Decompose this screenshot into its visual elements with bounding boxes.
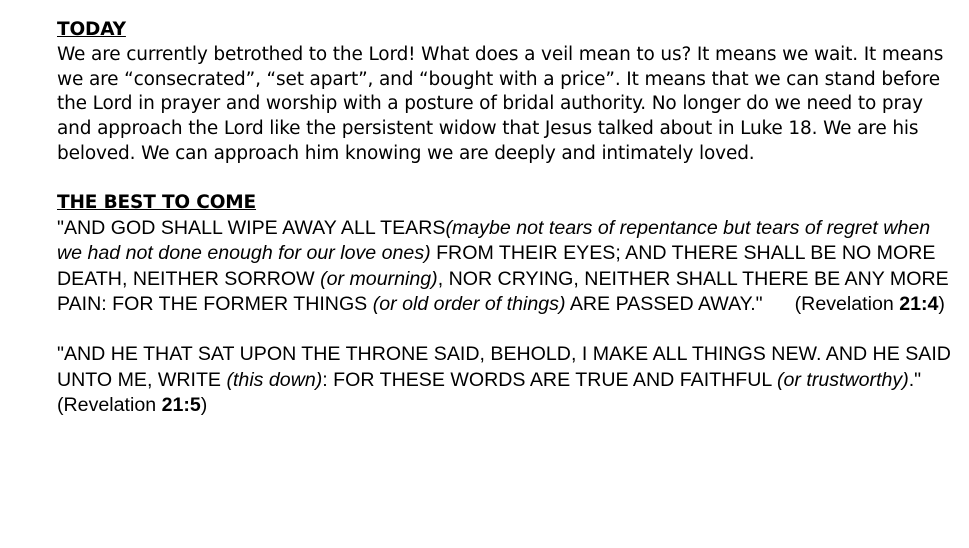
reference-close: ) bbox=[200, 393, 208, 416]
verse-reference bbox=[795, 293, 945, 315]
verse-annotation: (or old order of things) bbox=[372, 293, 566, 316]
verse-text: "AND GOD SHALL WIPE AWAY ALL TEARS bbox=[57, 217, 446, 240]
reference-book: (Revelation bbox=[57, 393, 162, 416]
best-to-come-heading: THE BEST TO COME bbox=[57, 192, 257, 214]
verse-annotation: (maybe not tears of repentance but tears of regret when we had not done enough for our love ones) bbox=[57, 217, 931, 265]
verse-text: , NOR CRYING, NEITHER SHALL THERE BE ANY MORE PAIN: FOR THE FORMER THINGS bbox=[57, 267, 949, 316]
verse-reference bbox=[57, 394, 207, 416]
today-paragraph: We are currently betrothed to the Lord! What does a veil mean to us? It means we wait. It means we are “consecrated”, “set apart”, and “bought with a price”. It means that we can stand before the Lord in prayer and worship with a posture of bridal authority. No longer do we need to pray and approach the Lord like the persistent widow that Jesus talked about in Luke 18. We are his beloved. We can approach him knowing we are deeply and intimately loved. bbox=[57, 43, 944, 164]
today-heading: TODAY bbox=[57, 19, 126, 40]
verse-annotation: (this down) bbox=[226, 368, 323, 391]
verse-text: : FOR THESE WORDS ARE TRUE AND FAITHFUL bbox=[322, 368, 777, 391]
reference-book: (Revelation bbox=[794, 293, 900, 316]
verse-text: "AND HE THAT SAT UPON THE THRONE SAID, BEHOLD, I MAKE ALL THINGS NEW. AND HE SAID UNTO ME, WRITE bbox=[57, 343, 951, 391]
reference-chapter-verse: 21:4 bbox=[899, 293, 939, 316]
section-spacer bbox=[57, 167, 957, 192]
verse-text: FROM THEIR EYES; AND THERE SHALL BE NO MORE DEATH, NEITHER SORROW bbox=[57, 242, 936, 290]
verse-annotation: (or mourning) bbox=[320, 267, 438, 290]
verse-text: ." bbox=[908, 368, 922, 391]
verse-annotation: (or trustworthy) bbox=[777, 368, 909, 391]
reference-chapter-verse: 21:5 bbox=[161, 393, 201, 416]
verse-revelation-21-5 bbox=[57, 342, 957, 418]
verse-revelation-21-4 bbox=[57, 216, 957, 317]
reference-close: ) bbox=[938, 293, 945, 316]
verse-text: ARE PASSED AWAY." bbox=[565, 293, 763, 316]
slide-content bbox=[57, 18, 957, 418]
verse-spacer bbox=[57, 317, 957, 342]
